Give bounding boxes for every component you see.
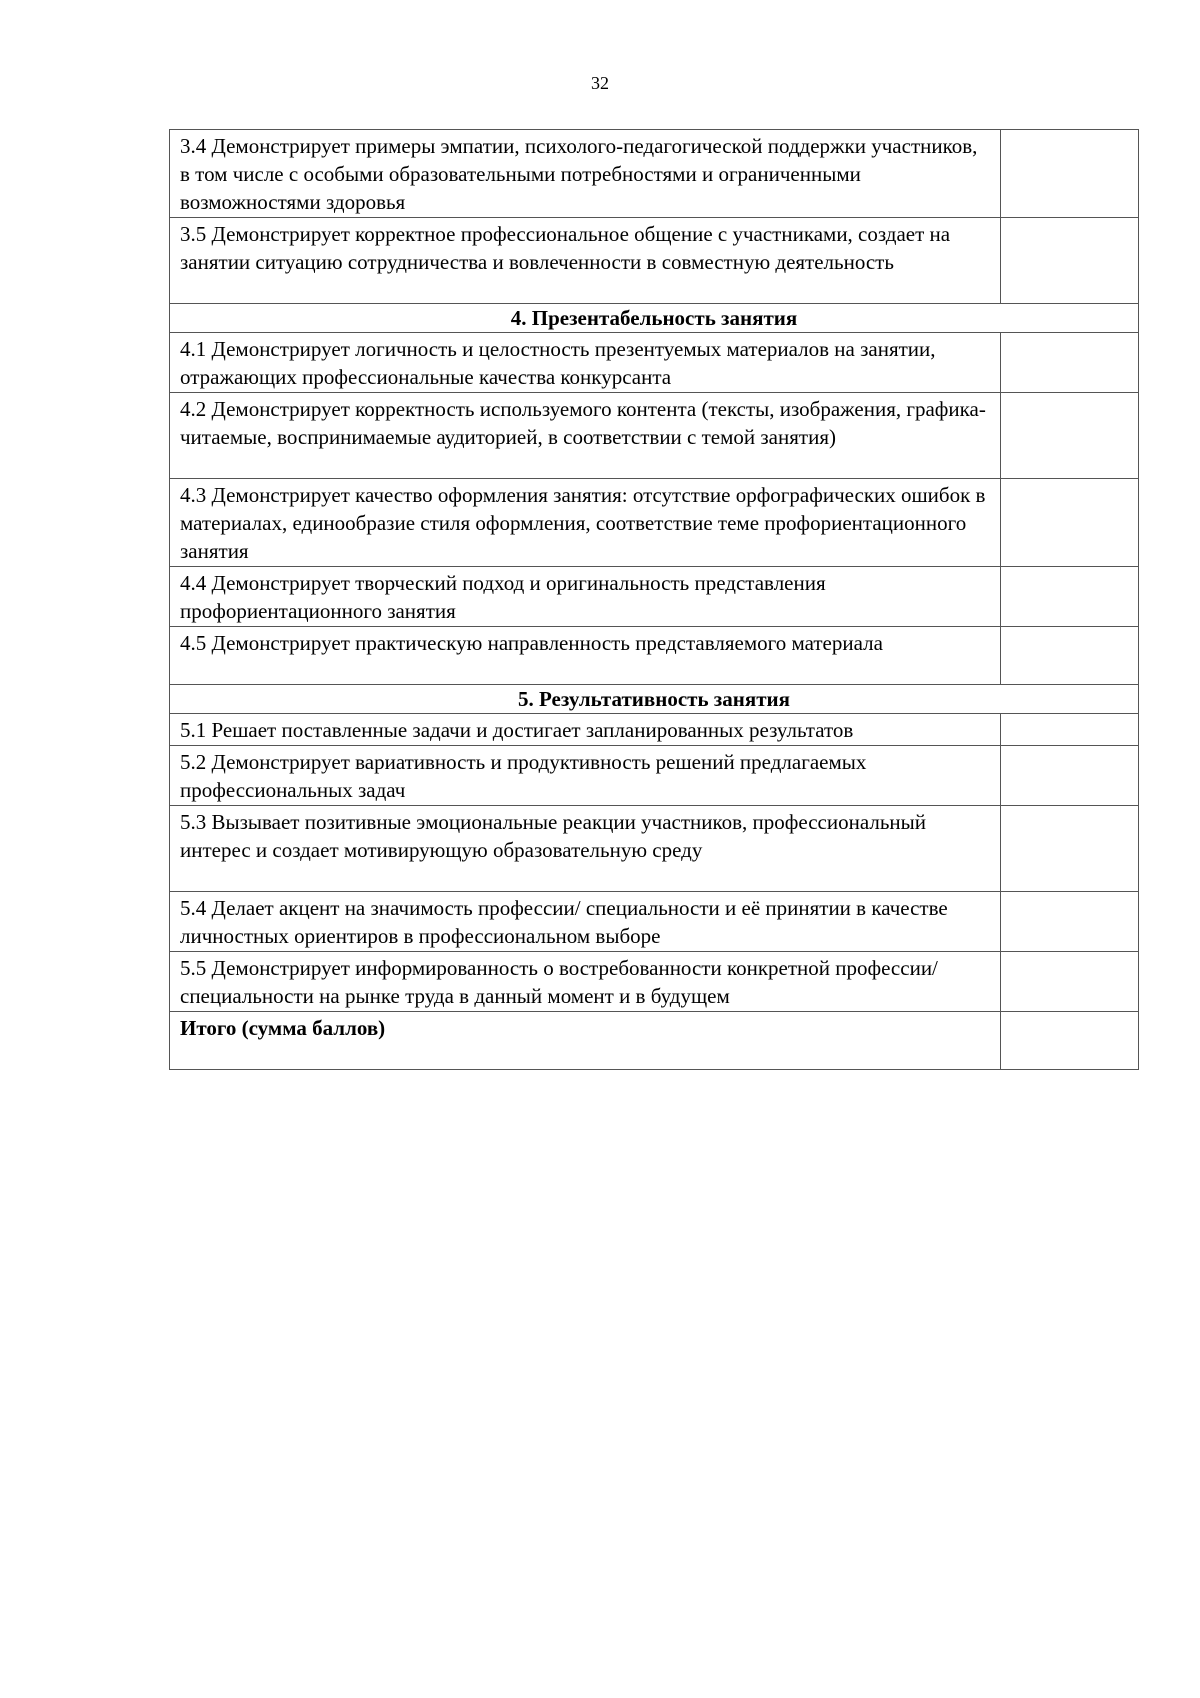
- criterion-text: 4.2 Демонстрирует корректность используемого контента (тексты, изображения, графика-читаемые, воспринимаемые аудиторией, в соответствии с темой занятия): [170, 393, 1001, 479]
- score-cell[interactable]: [1001, 130, 1139, 218]
- criterion-text: 5.4 Делает акцент на значимость профессии/ специальности и её принятии в качестве личностных ориентиров в профессиональном выборе: [170, 892, 1001, 952]
- criterion-text: 4.3 Демонстрирует качество оформления занятия: отсутствие орфографических ошибок в материалах, единообразие стиля оформления, соответствие теме профориентационного занятия: [170, 479, 1001, 567]
- score-cell[interactable]: [1001, 806, 1139, 892]
- criterion-text: 5.1 Решает поставленные задачи и достигает запланированных результатов: [170, 714, 1001, 746]
- score-cell[interactable]: [1001, 714, 1139, 746]
- score-cell[interactable]: [1001, 627, 1139, 685]
- criterion-row-4-5: [170, 627, 1139, 685]
- score-cell[interactable]: [1001, 952, 1139, 1012]
- section-header-5: [170, 685, 1139, 714]
- criterion-text: 5.2 Демонстрирует вариативность и продуктивность решений предлагаемых профессиональных задач: [170, 746, 1001, 806]
- criterion-row-4-4: [170, 567, 1139, 627]
- page-number: 32: [591, 73, 609, 93]
- total-score-cell[interactable]: [1001, 1012, 1139, 1070]
- criterion-row-4-3: [170, 479, 1139, 567]
- criterion-text: 4.1 Демонстрирует логичность и целостность презентуемых материалов на занятии, отражающих профессиональные качества конкурсанта: [170, 333, 1001, 393]
- criterion-row-3-5: [170, 218, 1139, 304]
- criterion-row-5-2: [170, 746, 1139, 806]
- criterion-text: 5.3 Вызывает позитивные эмоциональные реакции участников, профессиональный интерес и создает мотивирующую образовательную среду: [170, 806, 1001, 892]
- criterion-text: 5.5 Демонстрирует информированность о востребованности конкретной профессии/ специальности на рынке труда в данный момент и в будущем: [170, 952, 1001, 1012]
- evaluation-criteria-table: [169, 129, 1139, 1070]
- score-cell[interactable]: [1001, 333, 1139, 393]
- score-cell[interactable]: [1001, 218, 1139, 304]
- criterion-text: 3.5 Демонстрирует корректное профессиональное общение с участниками, создает на занятии ситуацию сотрудничества и вовлеченности в совместную деятельность: [170, 218, 1001, 304]
- score-cell[interactable]: [1001, 567, 1139, 627]
- score-cell[interactable]: [1001, 746, 1139, 806]
- section-title: 4. Презентабельность занятия: [170, 304, 1139, 333]
- criterion-text: 3.4 Демонстрирует примеры эмпатии, психолого-педагогической поддержки участников, в том числе с особыми образовательными потребностями и ограниченными возможностями здоровья: [170, 130, 1001, 218]
- criterion-row-5-3: [170, 806, 1139, 892]
- criterion-text: 4.5 Демонстрирует практическую направленность представляемого материала: [170, 627, 1001, 685]
- criterion-text: 4.4 Демонстрирует творческий подход и оригинальность представления профориентационного занятия: [170, 567, 1001, 627]
- score-cell[interactable]: [1001, 892, 1139, 952]
- criterion-row-4-1: [170, 333, 1139, 393]
- total-row: [170, 1012, 1139, 1070]
- criterion-row-5-5: [170, 952, 1139, 1012]
- score-cell[interactable]: [1001, 393, 1139, 479]
- total-label: Итого (сумма баллов): [170, 1012, 1001, 1070]
- section-title: 5. Результативность занятия: [170, 685, 1139, 714]
- criterion-row-5-4: [170, 892, 1139, 952]
- criterion-row-4-2: [170, 393, 1139, 479]
- score-cell[interactable]: [1001, 479, 1139, 567]
- criterion-row-3-4: [170, 130, 1139, 218]
- section-header-4: [170, 304, 1139, 333]
- criterion-row-5-1: [170, 714, 1139, 746]
